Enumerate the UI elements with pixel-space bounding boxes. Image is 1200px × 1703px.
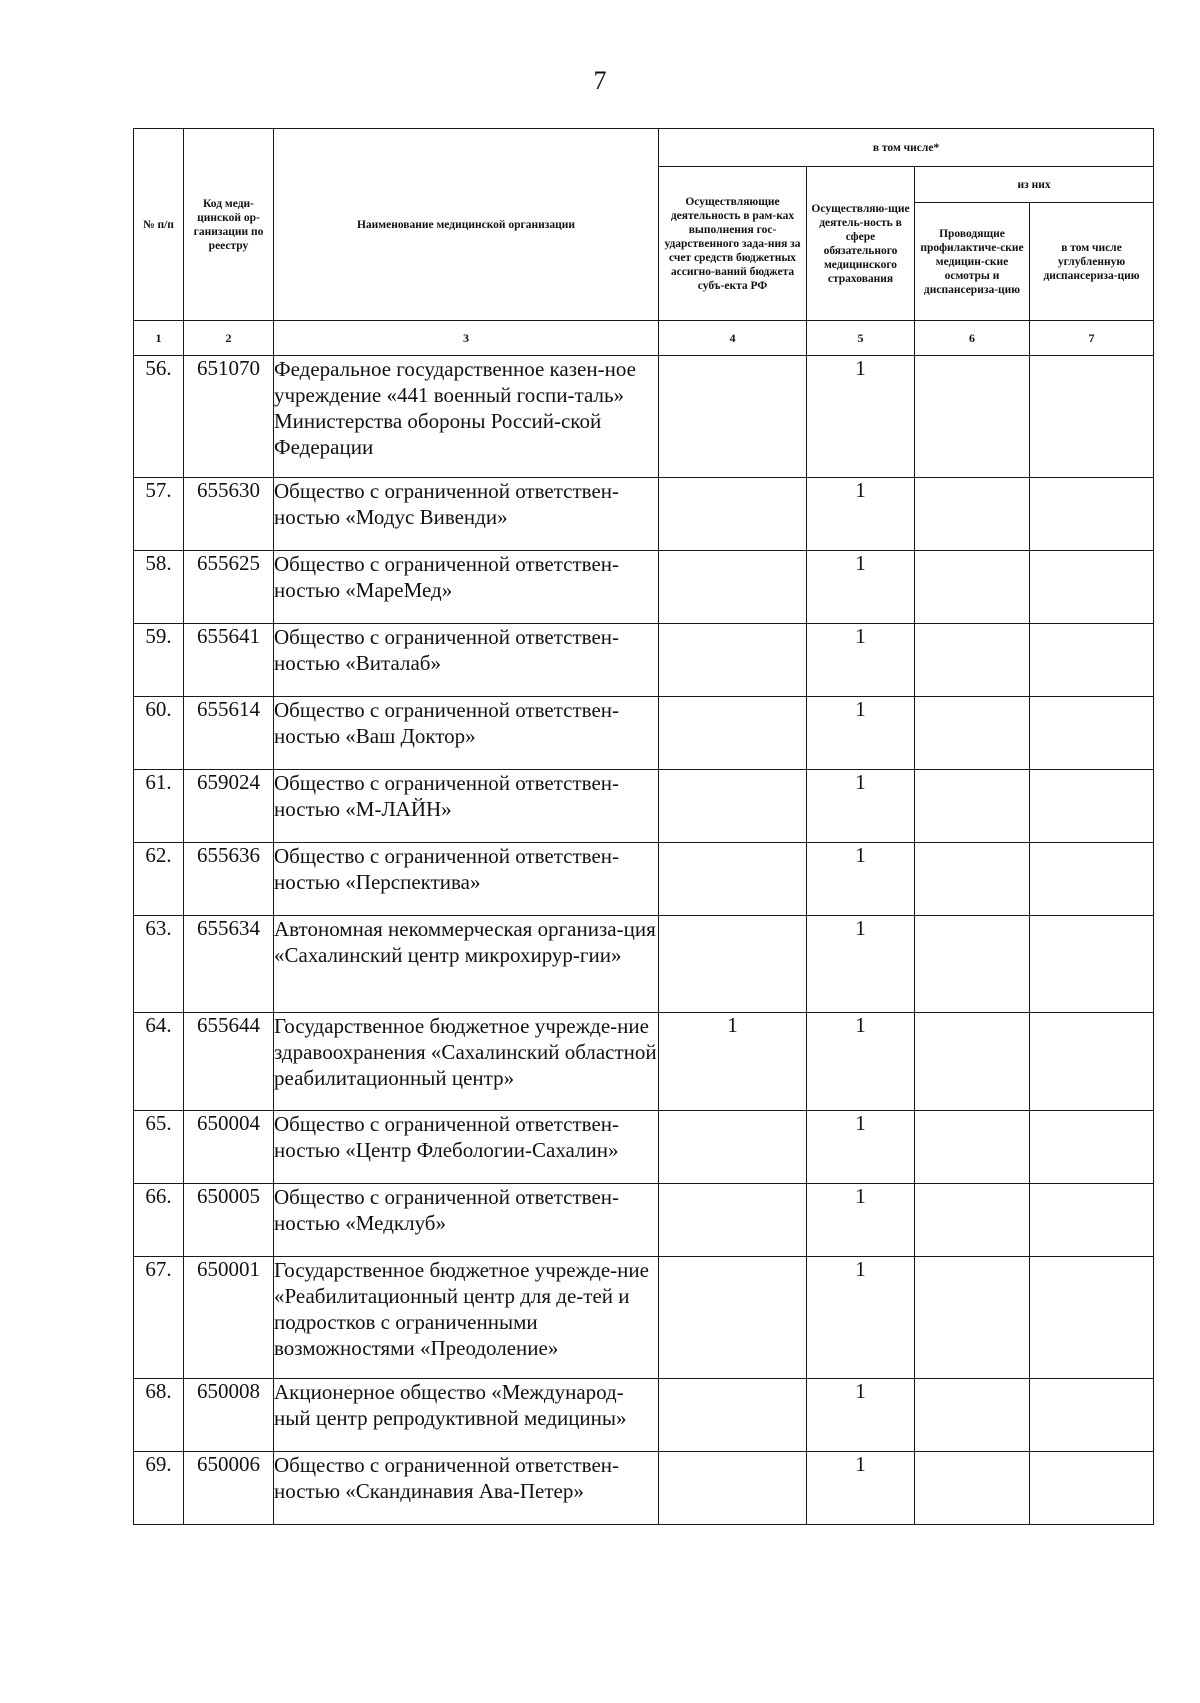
oms-value: 1: [807, 843, 915, 916]
org-code: 655634: [184, 916, 274, 1013]
org-name: Общество с ограниченной ответствен-ностью «Ваш Доктор»: [274, 697, 659, 770]
org-code: 655641: [184, 624, 274, 697]
preventive-exams-value: [915, 697, 1030, 770]
oms-value: 1: [807, 1184, 915, 1257]
state-task-value: [659, 478, 807, 551]
table-row: [134, 770, 1154, 843]
in-depth-value: [1030, 1379, 1154, 1452]
state-task-value: [659, 356, 807, 478]
in-depth-value: [1030, 1111, 1154, 1184]
row-number: 60.: [134, 697, 184, 770]
state-task-value: [659, 1379, 807, 1452]
table-row: [134, 1184, 1154, 1257]
in-depth-value: [1030, 1013, 1154, 1111]
org-name: Общество с ограниченной ответствен-ностью «Медклуб»: [274, 1184, 659, 1257]
header-state-task: Осуществляющие деятельность в рам-ках выполнения гос-ударственного зада-ния за счет средств бюджетных ассигно-ваний бюджета субъ-екта РФ: [659, 167, 807, 321]
in-depth-value: [1030, 1184, 1154, 1257]
header-including: в том числе*: [659, 129, 1154, 167]
oms-value: 1: [807, 1452, 915, 1525]
org-code: 655644: [184, 1013, 274, 1111]
in-depth-value: [1030, 624, 1154, 697]
org-name: Общество с ограниченной ответствен-ностью «Центр Флебологии-Сахалин»: [274, 1111, 659, 1184]
table-row: [134, 916, 1154, 1013]
org-code: 650008: [184, 1379, 274, 1452]
row-number: 69.: [134, 1452, 184, 1525]
column-number: 3: [274, 321, 659, 356]
row-number: 63.: [134, 916, 184, 1013]
state-task-value: [659, 551, 807, 624]
column-number: 7: [1030, 321, 1154, 356]
org-code: 659024: [184, 770, 274, 843]
org-name: Общество с ограниченной ответствен-ностью «МареМед»: [274, 551, 659, 624]
preventive-exams-value: [915, 624, 1030, 697]
in-depth-value: [1030, 551, 1154, 624]
table-row: [134, 356, 1154, 478]
row-number: 58.: [134, 551, 184, 624]
oms-value: 1: [807, 1257, 915, 1379]
oms-value: 1: [807, 770, 915, 843]
preventive-exams-value: [915, 551, 1030, 624]
row-number: 61.: [134, 770, 184, 843]
table-row: [134, 1013, 1154, 1111]
oms-value: 1: [807, 916, 915, 1013]
org-code: 650004: [184, 1111, 274, 1184]
table-row: [134, 843, 1154, 916]
state-task-value: [659, 697, 807, 770]
oms-value: 1: [807, 356, 915, 478]
header-oms: Осуществляю-щие деятель-ность в сфере обязательного медицинского страхования: [807, 167, 915, 321]
table-row: [134, 1452, 1154, 1525]
org-name: Общество с ограниченной ответствен-ностью «Виталаб»: [274, 624, 659, 697]
row-number: 64.: [134, 1013, 184, 1111]
in-depth-value: [1030, 916, 1154, 1013]
header-preventive-exams: Проводящие профилактиче-ские медицин-ские осмотры и диспансериза-цию: [915, 203, 1030, 321]
org-code: 651070: [184, 356, 274, 478]
header-org-name: Наименование медицинской организации: [274, 129, 659, 321]
oms-value: 1: [807, 1013, 915, 1111]
state-task-value: [659, 843, 807, 916]
medical-organizations-table: [133, 128, 1154, 1525]
oms-value: 1: [807, 697, 915, 770]
row-number: 57.: [134, 478, 184, 551]
in-depth-value: [1030, 1257, 1154, 1379]
org-code: 650005: [184, 1184, 274, 1257]
preventive-exams-value: [915, 1452, 1030, 1525]
org-name: Государственное бюджетное учрежде-ние «Реабилитационный центр для де-тей и подростков с ограниченными возможностями «Преодоление»: [274, 1257, 659, 1379]
org-name: Общество с ограниченной ответствен-ностью «Перспектива»: [274, 843, 659, 916]
column-number: 5: [807, 321, 915, 356]
row-number: 68.: [134, 1379, 184, 1452]
preventive-exams-value: [915, 843, 1030, 916]
org-name: Федеральное государственное казен-ное учреждение «441 военный госпи-таль» Министерства обороны Россий-ской Федерации: [274, 356, 659, 478]
row-number: 62.: [134, 843, 184, 916]
in-depth-value: [1030, 478, 1154, 551]
table-row: [134, 1111, 1154, 1184]
oms-value: 1: [807, 1111, 915, 1184]
org-code: 655614: [184, 697, 274, 770]
org-name: Общество с ограниченной ответствен-ностью «М-ЛАЙН»: [274, 770, 659, 843]
state-task-value: [659, 624, 807, 697]
preventive-exams-value: [915, 770, 1030, 843]
org-code: 650001: [184, 1257, 274, 1379]
row-number: 66.: [134, 1184, 184, 1257]
table-row: [134, 697, 1154, 770]
oms-value: 1: [807, 624, 915, 697]
table-row: [134, 1379, 1154, 1452]
header-in-depth: в том числе углубленную диспансериза-цию: [1030, 203, 1154, 321]
column-number: 1: [134, 321, 184, 356]
table-row: [134, 624, 1154, 697]
org-code: 650006: [184, 1452, 274, 1525]
page-number: 7: [593, 66, 607, 95]
preventive-exams-value: [915, 1013, 1030, 1111]
state-task-value: [659, 1111, 807, 1184]
column-number: 2: [184, 321, 274, 356]
preventive-exams-value: [915, 356, 1030, 478]
state-task-value: [659, 1257, 807, 1379]
in-depth-value: [1030, 843, 1154, 916]
in-depth-value: [1030, 1452, 1154, 1525]
org-code: 655636: [184, 843, 274, 916]
preventive-exams-value: [915, 916, 1030, 1013]
in-depth-value: [1030, 697, 1154, 770]
row-number: 67.: [134, 1257, 184, 1379]
preventive-exams-value: [915, 1111, 1030, 1184]
state-task-value: [659, 770, 807, 843]
org-name: Государственное бюджетное учрежде-ние здравоохранения «Сахалинский областной реабилитационный центр»: [274, 1013, 659, 1111]
preventive-exams-value: [915, 478, 1030, 551]
preventive-exams-value: [915, 1184, 1030, 1257]
row-number: 56.: [134, 356, 184, 478]
oms-value: 1: [807, 551, 915, 624]
org-name: Автономная некоммерческая организа-ция «Сахалинский центр микрохирур-гии»: [274, 916, 659, 1013]
row-number: 59.: [134, 624, 184, 697]
preventive-exams-value: [915, 1257, 1030, 1379]
org-name: Акционерное общество «Международ-ный центр репродуктивной медицины»: [274, 1379, 659, 1452]
state-task-value: [659, 916, 807, 1013]
column-number-row: [134, 321, 1154, 356]
org-name: Общество с ограниченной ответствен-ностью «Скандинавия Ава-Петер»: [274, 1452, 659, 1525]
table-row: [134, 551, 1154, 624]
state-task-value: 1: [659, 1013, 807, 1111]
header-row-number: № п/п: [134, 129, 184, 321]
state-task-value: [659, 1452, 807, 1525]
column-number: 6: [915, 321, 1030, 356]
in-depth-value: [1030, 770, 1154, 843]
state-task-value: [659, 1184, 807, 1257]
org-code: 655625: [184, 551, 274, 624]
org-code: 655630: [184, 478, 274, 551]
header-org-code: Код меди-цинской ор-ганизации по реестру: [184, 129, 274, 321]
header-of-them: из них: [915, 167, 1154, 203]
preventive-exams-value: [915, 1379, 1030, 1452]
table-row: [134, 478, 1154, 551]
oms-value: 1: [807, 1379, 915, 1452]
table-row: [134, 1257, 1154, 1379]
oms-value: 1: [807, 478, 915, 551]
org-name: Общество с ограниченной ответствен-ностью «Модус Вивенди»: [274, 478, 659, 551]
in-depth-value: [1030, 356, 1154, 478]
column-number: 4: [659, 321, 807, 356]
row-number: 65.: [134, 1111, 184, 1184]
